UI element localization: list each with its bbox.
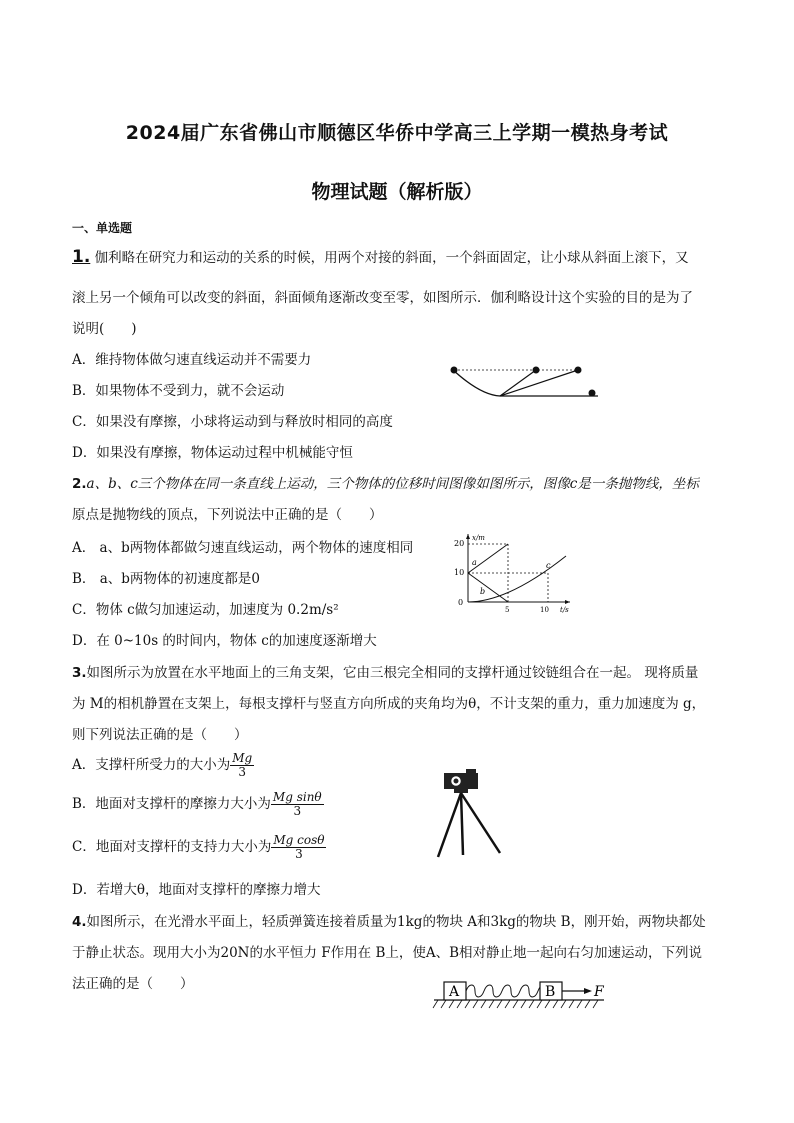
q2-label-b: b <box>480 587 486 596</box>
q1-option-b: B．如果物体不受到力，就不会运动 <box>72 383 285 399</box>
q2-label-a: a <box>472 558 477 567</box>
q2-label-c: c <box>546 561 551 570</box>
q2-line-b <box>468 573 508 602</box>
q2-ytick-0: 0 <box>458 598 464 607</box>
title-line-2: 物理试题（解析版） <box>311 181 483 203</box>
q3-line-1: 3.如图所示为放置在水平地面上的三角支架，它由三根完全相同的支撑杆通过铰链组合在一起。 现将质量 <box>72 665 699 681</box>
q2-ytick-20: 20 <box>454 539 465 548</box>
q1-line-1: 1. 伽利略在研究力和运动的关系的时候，用两个对接的斜面，一个斜面固定，让小球从斜面上滚下，又 <box>72 247 689 267</box>
q2-xtick-5: 5 <box>505 606 510 614</box>
q4-line-2: 于静止状态。现用大小为20N的水平恒力 F作用在 B上，使A、B相对静止地一起向右匀加速运动，下列说 <box>72 945 703 961</box>
q4-label-force: F <box>594 984 604 1000</box>
q4-line-1: 4.如图所示，在光滑水平面上，轻质弹簧连接着质量为1kg的物块 A和3kg的物块 B，刚开始，两物块都处 <box>72 914 706 930</box>
q3-option-a: A．支撑杆所受力的大小为 $\frac{Mg}{3}$ <box>72 751 253 779</box>
q2-xlabel: t/s <box>560 606 569 614</box>
q2-line-2: 原点是抛物线的顶点，下列说法中正确的是（ ） <box>72 507 383 523</box>
q2-option-b: B． a、b两物体的初速度都是0 <box>72 571 260 587</box>
q2-option-a: A． a、b两物体都做匀速直线运动，两个物体的速度相同 <box>72 540 414 556</box>
q2-xt-graph <box>448 530 578 615</box>
q2-option-c: C．物体 c做匀加速运动，加速度为 0.2m/s² <box>72 602 339 618</box>
q2-ylabel: x/m <box>472 534 485 542</box>
q2-line-1: 2.a、b、c三个物体在同一条直线上运动，三个物体的位移时间图像如图所示，图像c是一条抛物线，坐标 <box>72 476 699 492</box>
q1-option-c: C．如果没有摩擦，小球将运动到与释放时相同的高度 <box>72 414 393 430</box>
q3-b-fraction: $\frac{\text{Mg sinθ}}{3}$ <box>272 790 322 818</box>
q3-a-fraction: $\frac{Mg}{3}$ <box>232 751 253 779</box>
q1-option-a: A．维持物体做匀速直线运动并不需要力 <box>72 352 312 368</box>
q2-number: 2. <box>72 476 87 492</box>
q1-line-2: 滚上另一个倾角可以改变的斜面，斜面倾角逐渐改变至零，如图所示．伽利略设计这个实验的目的是为了 <box>72 290 693 306</box>
q1-option-d: D．如果没有摩擦，物体运动过程中机械能守恒 <box>72 445 353 461</box>
q1-line-3: 说明( ) <box>72 321 137 337</box>
q3-option-b: B．地面对支撑杆的摩擦力大小为 $\frac{\text{Mg sinθ}}{3}$ <box>72 790 322 818</box>
q3-number: 3. <box>72 665 87 681</box>
q4-spring-figure <box>430 978 620 1014</box>
section-heading: 一、单选题 <box>72 221 133 235</box>
q2-ytick-10: 10 <box>454 568 465 577</box>
q1-incline-figure <box>440 360 610 405</box>
q4-number: 4. <box>72 914 87 930</box>
q3-tripod-figure <box>430 765 510 860</box>
q3-line-3: 则下列说法正确的是（ ） <box>72 727 248 743</box>
q2-option-d: D．在 0~10s 的时间内，物体 c的加速度逐渐增大 <box>72 633 377 649</box>
q4-spring <box>466 985 547 997</box>
q3-option-c: C．地面对支撑杆的支持力大小为 $\frac{\text{Mg cosθ}}{3}$ <box>72 833 325 861</box>
q1-number: 1. <box>72 247 91 267</box>
q3-option-d: D．若增大θ，地面对支撑杆的摩擦力增大 <box>72 882 321 898</box>
q3-c-fraction: $\frac{\text{Mg cosθ}}{3}$ <box>273 833 325 861</box>
q3-line-2: 为 M的相机静置在支架上，每根支撑杆与竖直方向所成的夹角均为θ，不计支架的重力，重力加速度为 g， <box>72 696 706 712</box>
title-line-1: 2024届广东省佛山市顺德区华侨中学高三上学期一模热身考试 <box>125 122 669 144</box>
q4-label-b: B <box>545 984 556 1000</box>
q4-label-a: A <box>449 984 460 1000</box>
q4-line-3: 法正确的是（ ） <box>72 976 194 992</box>
q2-xtick-10: 10 <box>540 606 549 614</box>
